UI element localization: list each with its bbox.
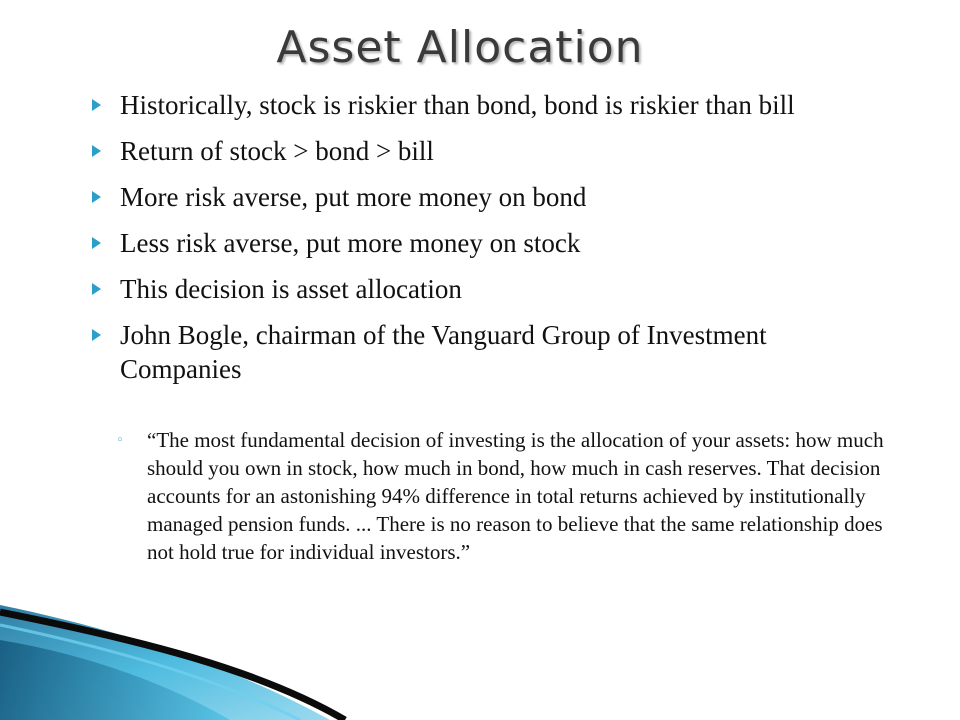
bullet-text: More risk averse, put more money on bond	[120, 182, 587, 212]
bullet-item-john-bogle	[92, 318, 872, 386]
bullet-item-asset-allocation	[92, 272, 872, 306]
bullet-text: Return of stock > bond > bill	[120, 136, 434, 166]
bullet-item-risk-order	[92, 88, 872, 122]
triangle-arrow-icon	[92, 329, 101, 341]
bullet-item-less-risk-averse	[92, 226, 872, 260]
bullet-text: Historically, stock is riskier than bond, bond is riskier than bill	[120, 90, 795, 120]
triangle-arrow-icon	[92, 145, 101, 157]
bullet-text: This decision is asset allocation	[120, 274, 462, 304]
triangle-arrow-icon	[92, 283, 101, 295]
sub-bullet-quote	[92, 426, 907, 566]
triangle-arrow-icon	[92, 237, 101, 249]
bullet-item-more-risk-averse	[92, 180, 872, 214]
bullet-list	[92, 88, 872, 398]
bullet-text: John Bogle, chairman of the Vanguard Group of Investment Companies	[120, 320, 767, 384]
quote-text: “The most fundamental decision of investing is the allocation of your assets: how much should you own in stock, how much in bond, how much in cash reserves. That decision accounts for an astonishing 94% difference in total returns achieved by institutionally managed pension funds. ... There is no reason to believe that the same relationship does not hold true for individual investors.”	[147, 428, 884, 564]
slide-title: Asset Allocation	[276, 22, 644, 73]
bullet-item-return-order	[92, 134, 872, 168]
triangle-arrow-icon	[92, 99, 101, 111]
ring-bullet-icon: ◦	[116, 433, 124, 448]
bullet-text: Less risk averse, put more money on stock	[120, 228, 581, 258]
triangle-arrow-icon	[92, 191, 101, 203]
